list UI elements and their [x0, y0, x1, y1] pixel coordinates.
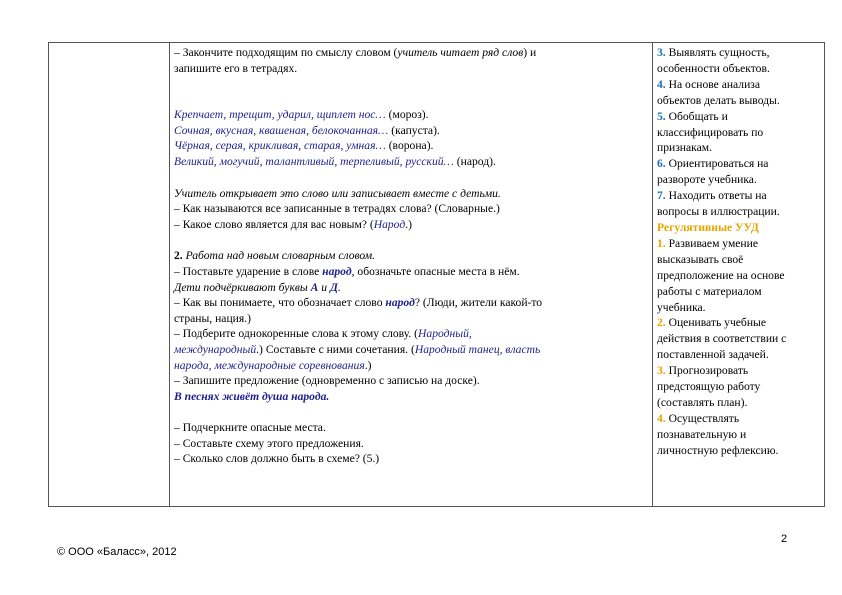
uud-line: 4. На основе анализа: [657, 77, 761, 91]
uud-line: объектов делать выводы.: [657, 93, 780, 107]
uud-line: 5. Обобщать и: [657, 109, 728, 123]
uud-line: вопросы в иллюстрации.: [657, 205, 780, 219]
text-line: Дети подчёркивают буквы А и Д.: [174, 280, 341, 294]
text-line: – Сколько слов должно быть в схеме? (5.): [174, 452, 380, 466]
text-line: Чёрная, серая, крикливая, старая, умная… (ворона).: [174, 139, 434, 153]
text-line: Учитель открывает это слово или записывает вместе с детьми.: [174, 186, 501, 200]
text-line: – Запишите предложение (одновременно с записью на доске).: [174, 374, 480, 388]
uud-line: личностную рефлексию.: [657, 443, 779, 457]
text-line: Великий, могучий, талантливый, терпеливый, русский… (народ).: [174, 154, 496, 168]
lesson-table: [48, 42, 825, 507]
uud-line: 3. Выявлять сущность,: [657, 46, 770, 59]
uud-line: учебника.: [657, 300, 706, 314]
uud-line: 2. Оценивать учебные: [657, 316, 766, 330]
text-line: – Подчеркните опасные места.: [174, 421, 326, 435]
uud-line: (составлять план).: [657, 395, 748, 409]
text-line: – Составьте схему этого предложения.: [174, 436, 364, 450]
copyright-footer: © ООО «Баласс», 2012: [57, 546, 177, 558]
column-divider: [652, 43, 653, 506]
uud-line: 7. Находить ответы на: [657, 189, 767, 203]
text-line: – Поставьте ударение в слове народ, обозначьте опасные места в нём.: [174, 264, 520, 278]
uud-line: признакам.: [657, 141, 712, 155]
uud-line: 6. Ориентироваться на: [657, 157, 769, 171]
text-line: – Как вы понимаете, что обозначает слово народ? (Люди, жители какой-то: [174, 296, 543, 310]
text-line: – Закончите подходящим по смыслу словом (учитель читает ряд слов) и: [174, 46, 537, 59]
text-line: Сочная, вкусная, квашеная, белокочанная… (капуста).: [174, 123, 440, 137]
lesson-content-cell: [174, 45, 646, 467]
uud-line: работы с материалом: [657, 284, 762, 298]
uud-cell: [657, 45, 821, 459]
uud-heading: Регулятивные УУД: [657, 220, 759, 234]
text-line: страны, нация.): [174, 311, 251, 325]
page-number: 2: [781, 533, 788, 545]
uud-line: высказывать своё: [657, 252, 744, 266]
uud-line: развороте учебника.: [657, 173, 757, 187]
uud-line: 3. Прогнозировать: [657, 364, 749, 378]
uud-line: предположение на основе: [657, 268, 785, 282]
uud-line: 4. Осуществлять: [657, 411, 740, 425]
text-line: международный.) Составьте с ними сочетания. (Народный танец, власть: [174, 342, 541, 356]
section-heading: 2. Работа над новым словарным словом.: [174, 249, 376, 263]
uud-line: 1. Развиваем умение: [657, 236, 758, 250]
uud-line: особенности объектов.: [657, 61, 770, 75]
text-line: Крепчает, трещит, ударил, щиплет нос… (мороз).: [174, 108, 429, 122]
example-sentence: В песнях живёт душа народа.: [174, 389, 330, 403]
uud-line: действия в соответствии с: [657, 332, 787, 346]
text-line: – Подберите однокоренные слова к этому слову. (Народный,: [174, 327, 472, 341]
text-line: народа, международные соревнования.): [174, 358, 372, 372]
uud-line: классифицировать по: [657, 125, 764, 139]
uud-line: предстоящую работу: [657, 380, 761, 394]
text-line: запишите его в тетрадях.: [174, 61, 298, 75]
uud-line: поставленной задачей.: [657, 348, 769, 362]
column-divider: [169, 43, 170, 506]
uud-line: познавательную и: [657, 427, 747, 441]
text-line: – Какое слово является для вас новым? (Народ.): [174, 217, 412, 231]
text-line: – Как называются все записанные в тетрадях слова? (Словарные.): [174, 202, 500, 216]
